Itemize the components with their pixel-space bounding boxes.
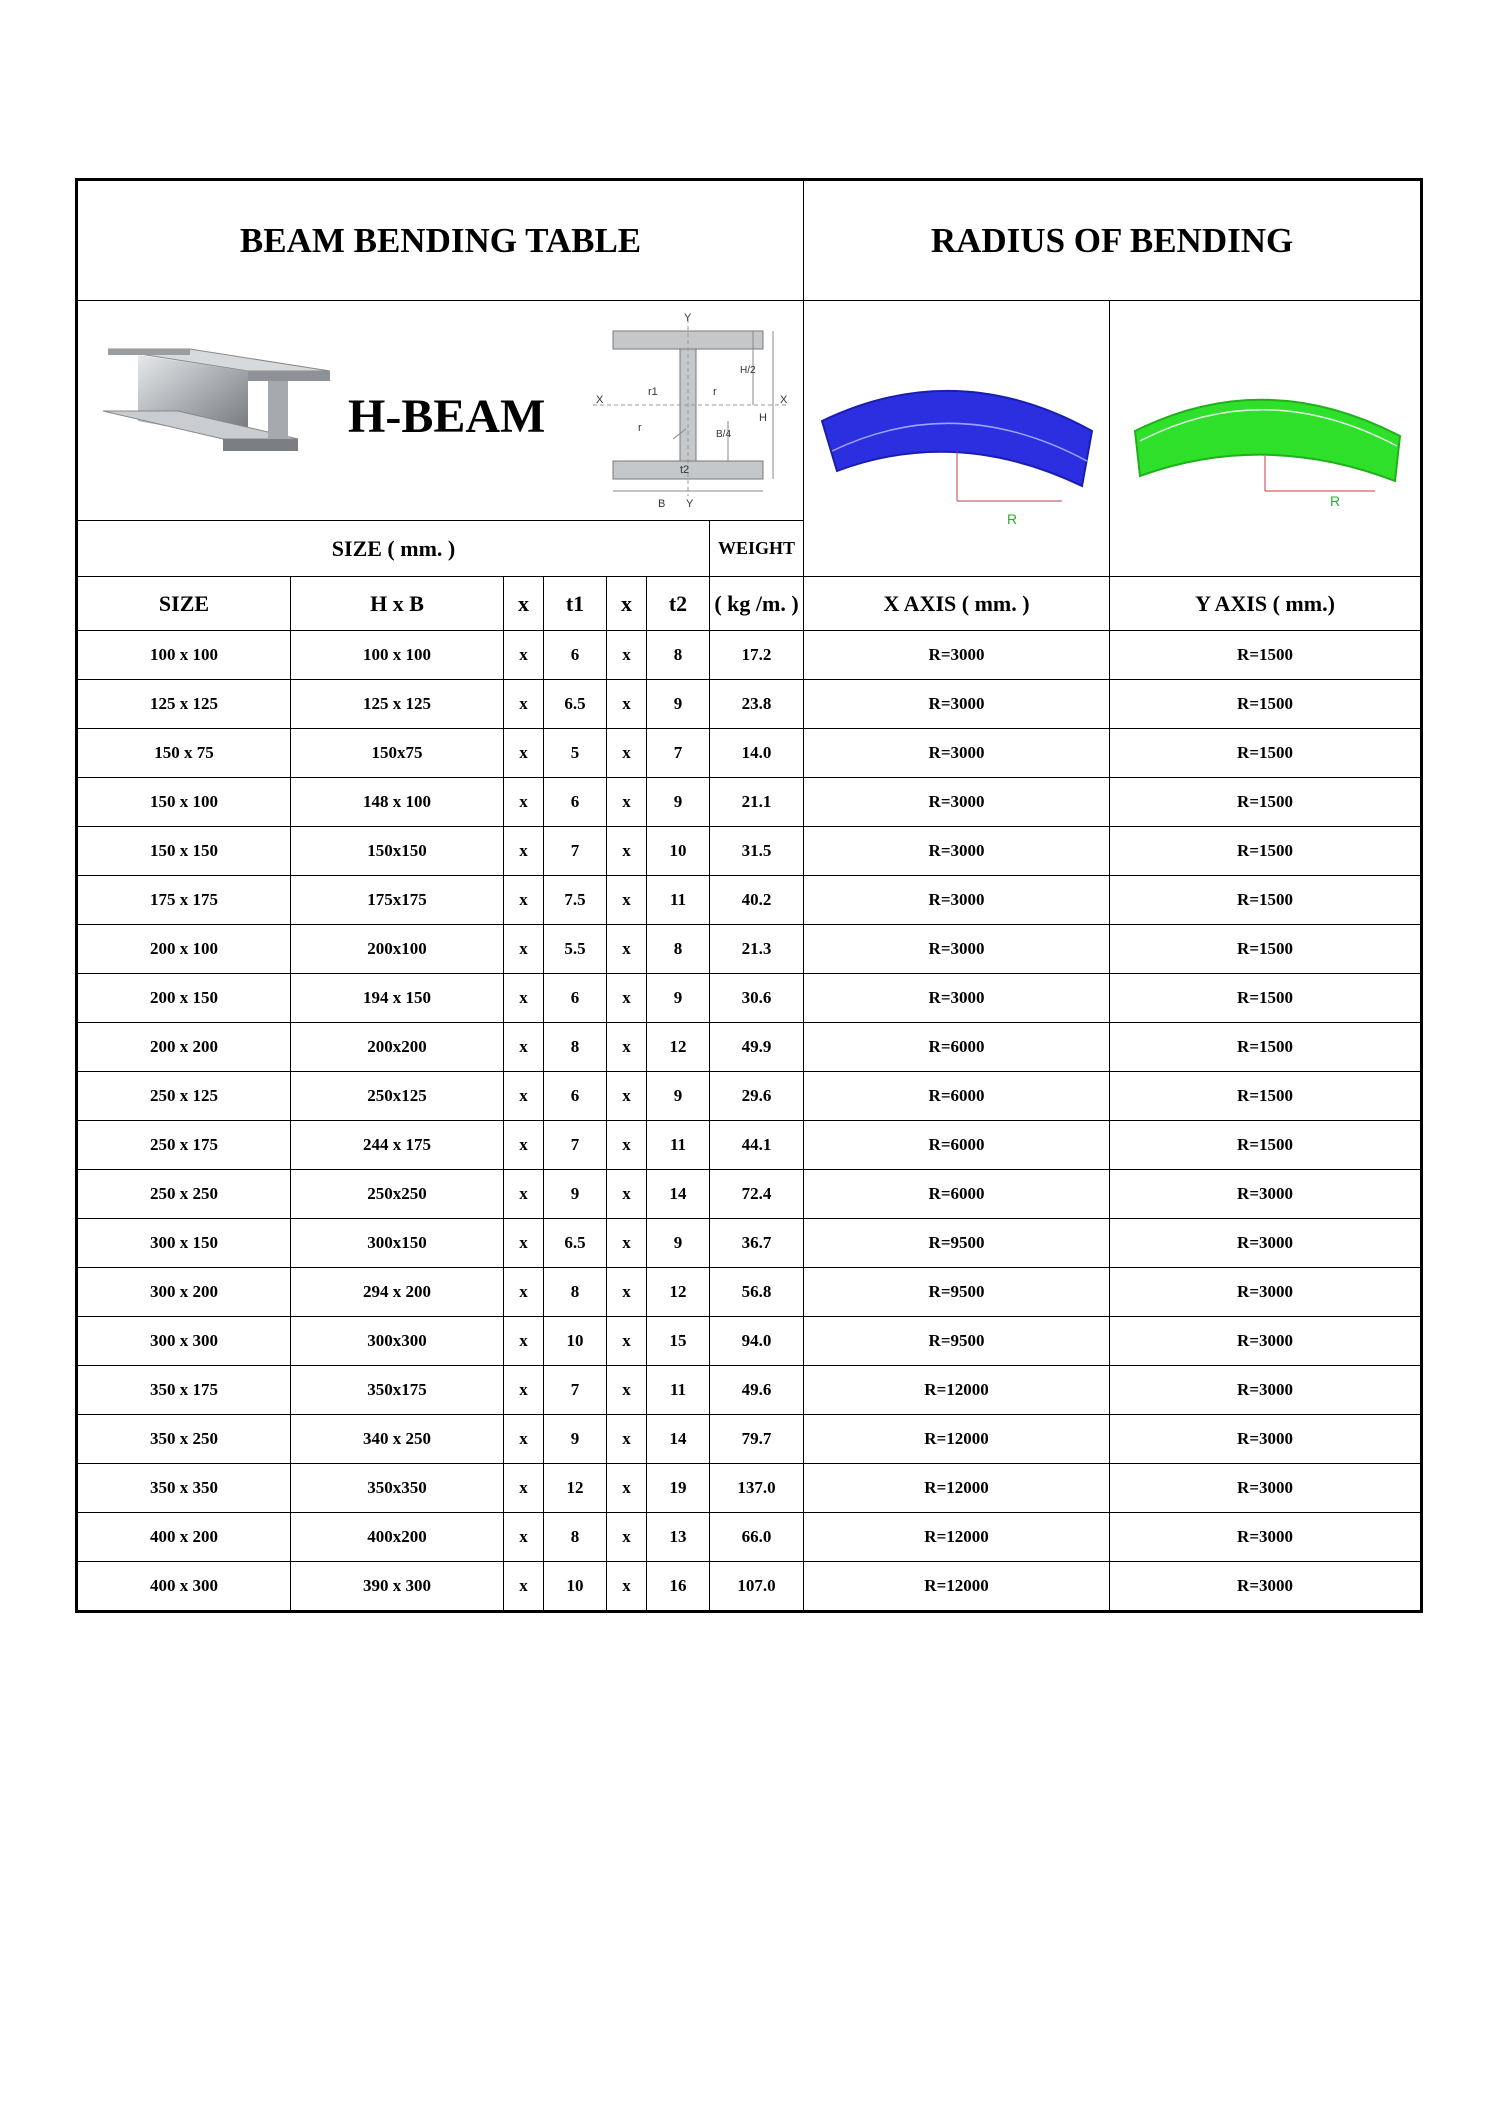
cell-x-axis: R=3000 <box>804 974 1110 1023</box>
size-group-header: SIZE ( mm. ) <box>77 521 710 577</box>
col-t2-header: t2 <box>647 577 710 631</box>
cell-size: 100 x 100 <box>77 631 291 680</box>
cell-y-axis: R=1500 <box>1110 680 1422 729</box>
cell-hxb: 294 x 200 <box>291 1268 504 1317</box>
cell-x2: x <box>607 876 647 925</box>
cell-hxb: 400x200 <box>291 1513 504 1562</box>
cell-y-axis: R=1500 <box>1110 876 1422 925</box>
cell-weight: 56.8 <box>710 1268 804 1317</box>
cell-y-axis: R=1500 <box>1110 974 1422 1023</box>
cell-hxb: 350x175 <box>291 1366 504 1415</box>
cell-x2: x <box>607 1464 647 1513</box>
table-row <box>77 631 1422 680</box>
cell-t2: 7 <box>647 729 710 778</box>
cell-x-axis: R=6000 <box>804 1121 1110 1170</box>
cell-x-axis: R=9500 <box>804 1268 1110 1317</box>
cell-x1: x <box>504 1121 544 1170</box>
table-row <box>77 680 1422 729</box>
cell-t1: 5.5 <box>544 925 607 974</box>
cell-weight: 40.2 <box>710 876 804 925</box>
y-axis-bend-drawing <box>1115 311 1415 561</box>
hbeam-illustration-cell <box>77 301 804 521</box>
diagram-label-r-left: r <box>638 422 642 434</box>
hbeam-label: H-BEAM <box>348 390 546 443</box>
cell-x1: x <box>504 1072 544 1121</box>
cell-weight: 29.6 <box>710 1072 804 1121</box>
table-row <box>77 729 1422 778</box>
cell-x1: x <box>504 1513 544 1562</box>
cell-x-axis: R=12000 <box>804 1464 1110 1513</box>
table-row <box>77 1366 1422 1415</box>
cell-t2: 12 <box>647 1268 710 1317</box>
col-x1-header: x <box>504 577 544 631</box>
cell-size: 200 x 150 <box>77 974 291 1023</box>
cell-weight: 36.7 <box>710 1219 804 1268</box>
cell-x1: x <box>504 1219 544 1268</box>
cell-hxb: 244 x 175 <box>291 1121 504 1170</box>
cell-x-axis: R=9500 <box>804 1317 1110 1366</box>
cell-weight: 23.8 <box>710 680 804 729</box>
cell-x2: x <box>607 1170 647 1219</box>
cell-weight: 94.0 <box>710 1317 804 1366</box>
cell-x1: x <box>504 1317 544 1366</box>
cell-x2: x <box>607 1268 647 1317</box>
cell-weight: 31.5 <box>710 827 804 876</box>
diagram-label-h-half: H/2 <box>740 365 756 376</box>
cell-size: 400 x 200 <box>77 1513 291 1562</box>
cell-t1: 9 <box>544 1170 607 1219</box>
table-row <box>77 1121 1422 1170</box>
table-row <box>77 1562 1422 1612</box>
cell-y-axis: R=1500 <box>1110 1023 1422 1072</box>
cell-t2: 9 <box>647 778 710 827</box>
cell-t1: 6 <box>544 974 607 1023</box>
cell-y-axis: R=1500 <box>1110 1072 1422 1121</box>
x-axis-bend-cell <box>804 301 1110 577</box>
cell-x2: x <box>607 631 647 680</box>
cell-weight: 137.0 <box>710 1464 804 1513</box>
x-bend-radius-label: R <box>1006 511 1017 527</box>
cell-x1: x <box>504 876 544 925</box>
cell-t2: 11 <box>647 876 710 925</box>
cell-hxb: 175x175 <box>291 876 504 925</box>
cell-x1: x <box>504 1023 544 1072</box>
cell-t1: 10 <box>544 1317 607 1366</box>
diagram-label-y-top: Y <box>684 312 692 324</box>
cell-x2: x <box>607 1415 647 1464</box>
cell-hxb: 340 x 250 <box>291 1415 504 1464</box>
cell-t2: 16 <box>647 1562 710 1612</box>
cell-hxb: 350x350 <box>291 1464 504 1513</box>
cell-y-axis: R=3000 <box>1110 1219 1422 1268</box>
cell-x1: x <box>504 827 544 876</box>
cell-x1: x <box>504 1366 544 1415</box>
hbeam-photo <box>98 341 338 481</box>
cell-x1: x <box>504 778 544 827</box>
cell-x1: x <box>504 680 544 729</box>
cell-x-axis: R=3000 <box>804 876 1110 925</box>
cell-weight: 44.1 <box>710 1121 804 1170</box>
cell-t1: 8 <box>544 1023 607 1072</box>
cell-hxb: 300x150 <box>291 1219 504 1268</box>
cell-t1: 8 <box>544 1513 607 1562</box>
table-row <box>77 974 1422 1023</box>
table-row <box>77 876 1422 925</box>
cell-size: 125 x 125 <box>77 680 291 729</box>
cell-x2: x <box>607 1366 647 1415</box>
cell-weight: 49.9 <box>710 1023 804 1072</box>
cell-x-axis: R=6000 <box>804 1170 1110 1219</box>
table-row <box>77 1219 1422 1268</box>
cell-hxb: 125 x 125 <box>291 680 504 729</box>
cell-hxb: 150x150 <box>291 827 504 876</box>
table-row <box>77 1023 1422 1072</box>
cell-hxb: 150x75 <box>291 729 504 778</box>
cell-t1: 7 <box>544 827 607 876</box>
cell-x2: x <box>607 1317 647 1366</box>
cell-size: 150 x 150 <box>77 827 291 876</box>
cell-x2: x <box>607 827 647 876</box>
table-row <box>77 1464 1422 1513</box>
cell-t1: 7 <box>544 1121 607 1170</box>
cell-x-axis: R=3000 <box>804 925 1110 974</box>
cell-size: 300 x 150 <box>77 1219 291 1268</box>
cell-x-axis: R=9500 <box>804 1219 1110 1268</box>
cell-x1: x <box>504 925 544 974</box>
cell-weight: 14.0 <box>710 729 804 778</box>
cell-x2: x <box>607 1072 647 1121</box>
cell-y-axis: R=1500 <box>1110 778 1422 827</box>
diagram-label-t2: t2 <box>680 464 690 476</box>
cell-x2: x <box>607 1513 647 1562</box>
cell-y-axis: R=1500 <box>1110 925 1422 974</box>
cell-x2: x <box>607 778 647 827</box>
cell-weight: 21.1 <box>710 778 804 827</box>
cell-x2: x <box>607 680 647 729</box>
cell-x1: x <box>504 1415 544 1464</box>
cell-t2: 13 <box>647 1513 710 1562</box>
cell-x-axis: R=6000 <box>804 1072 1110 1121</box>
cell-t2: 14 <box>647 1415 710 1464</box>
cell-size: 300 x 200 <box>77 1268 291 1317</box>
cell-size: 350 x 175 <box>77 1366 291 1415</box>
col-x-axis-header: X AXIS ( mm. ) <box>804 577 1110 631</box>
cell-weight: 72.4 <box>710 1170 804 1219</box>
cell-t1: 6.5 <box>544 680 607 729</box>
cell-x2: x <box>607 1219 647 1268</box>
cell-hxb: 148 x 100 <box>291 778 504 827</box>
cell-size: 150 x 100 <box>77 778 291 827</box>
col-x2-header: x <box>607 577 647 631</box>
cell-x-axis: R=3000 <box>804 631 1110 680</box>
table-row <box>77 778 1422 827</box>
cell-y-axis: R=3000 <box>1110 1464 1422 1513</box>
cell-x-axis: R=3000 <box>804 827 1110 876</box>
cell-y-axis: R=3000 <box>1110 1366 1422 1415</box>
table-row <box>77 925 1422 974</box>
cell-t1: 6 <box>544 631 607 680</box>
cell-hxb: 250x250 <box>291 1170 504 1219</box>
cell-x2: x <box>607 1121 647 1170</box>
table-body <box>77 631 1422 1612</box>
cell-weight: 79.7 <box>710 1415 804 1464</box>
cell-hxb: 200x200 <box>291 1023 504 1072</box>
diagram-label-x-left: X <box>596 394 604 406</box>
col-t1-header: t1 <box>544 577 607 631</box>
cell-hxb: 300x300 <box>291 1317 504 1366</box>
cell-t1: 10 <box>544 1562 607 1612</box>
cell-y-axis: R=3000 <box>1110 1317 1422 1366</box>
table-row <box>77 1072 1422 1121</box>
y-axis-bend-cell <box>1110 301 1422 577</box>
cell-size: 200 x 200 <box>77 1023 291 1072</box>
diagram-label-b: B <box>658 498 666 510</box>
cell-x2: x <box>607 925 647 974</box>
cell-size: 250 x 250 <box>77 1170 291 1219</box>
cell-y-axis: R=1500 <box>1110 729 1422 778</box>
cell-y-axis: R=1500 <box>1110 1121 1422 1170</box>
diagram-label-x-right: X <box>780 394 788 406</box>
cell-size: 350 x 250 <box>77 1415 291 1464</box>
cell-t2: 9 <box>647 1219 710 1268</box>
cell-t2: 15 <box>647 1317 710 1366</box>
table-row <box>77 827 1422 876</box>
cell-x1: x <box>504 1464 544 1513</box>
y-bend-radius-label: R <box>1330 493 1341 509</box>
cell-t2: 9 <box>647 680 710 729</box>
cell-weight: 49.6 <box>710 1366 804 1415</box>
cell-weight: 66.0 <box>710 1513 804 1562</box>
cell-size: 250 x 175 <box>77 1121 291 1170</box>
cell-y-axis: R=1500 <box>1110 631 1422 680</box>
cell-t2: 19 <box>647 1464 710 1513</box>
cell-x-axis: R=12000 <box>804 1366 1110 1415</box>
cell-x1: x <box>504 1170 544 1219</box>
col-hxb-header: H x B <box>291 577 504 631</box>
cell-size: 200 x 100 <box>77 925 291 974</box>
cell-x1: x <box>504 631 544 680</box>
cell-size: 150 x 75 <box>77 729 291 778</box>
cell-x-axis: R=3000 <box>804 729 1110 778</box>
cell-y-axis: R=3000 <box>1110 1562 1422 1612</box>
cell-size: 300 x 300 <box>77 1317 291 1366</box>
cell-t1: 12 <box>544 1464 607 1513</box>
cell-hxb: 250x125 <box>291 1072 504 1121</box>
cell-x2: x <box>607 729 647 778</box>
cell-size: 400 x 300 <box>77 1562 291 1612</box>
table-row <box>77 1317 1422 1366</box>
table-row <box>77 1415 1422 1464</box>
cell-y-axis: R=1500 <box>1110 827 1422 876</box>
cell-x1: x <box>504 729 544 778</box>
hbeam-section-drawing <box>588 311 798 511</box>
cell-x-axis: R=6000 <box>804 1023 1110 1072</box>
cell-size: 175 x 175 <box>77 876 291 925</box>
diagram-label-h: H <box>759 412 767 424</box>
cell-t2: 12 <box>647 1023 710 1072</box>
beam-bending-sheet <box>75 178 1420 1613</box>
cell-weight: 30.6 <box>710 974 804 1023</box>
cell-t1: 7 <box>544 1366 607 1415</box>
beam-table <box>75 178 1423 1613</box>
cell-t1: 6.5 <box>544 1219 607 1268</box>
cell-t1: 7.5 <box>544 876 607 925</box>
diagram-label-r1: r1 <box>648 386 658 398</box>
cell-t2: 9 <box>647 974 710 1023</box>
cell-y-axis: R=3000 <box>1110 1415 1422 1464</box>
col-size-header: SIZE <box>77 577 291 631</box>
cell-y-axis: R=3000 <box>1110 1513 1422 1562</box>
col-weight-header: ( kg /m. ) <box>710 577 804 631</box>
cell-x1: x <box>504 974 544 1023</box>
table-row <box>77 1170 1422 1219</box>
cell-t1: 6 <box>544 778 607 827</box>
cell-x2: x <box>607 974 647 1023</box>
cell-t2: 11 <box>647 1366 710 1415</box>
cell-t2: 9 <box>647 1072 710 1121</box>
cell-hxb: 200x100 <box>291 925 504 974</box>
radius-title: RADIUS OF BENDING <box>804 180 1422 301</box>
cell-t2: 8 <box>647 925 710 974</box>
weight-group-header: WEIGHT <box>710 521 804 577</box>
cell-t1: 9 <box>544 1415 607 1464</box>
cell-x2: x <box>607 1562 647 1612</box>
cell-weight: 21.3 <box>710 925 804 974</box>
cell-x-axis: R=3000 <box>804 680 1110 729</box>
cell-x1: x <box>504 1562 544 1612</box>
cell-t1: 6 <box>544 1072 607 1121</box>
cell-t2: 8 <box>647 631 710 680</box>
cell-x-axis: R=12000 <box>804 1415 1110 1464</box>
cell-x-axis: R=12000 <box>804 1562 1110 1612</box>
cell-x-axis: R=12000 <box>804 1513 1110 1562</box>
cell-hxb: 390 x 300 <box>291 1562 504 1612</box>
cell-x2: x <box>607 1023 647 1072</box>
cell-size: 250 x 125 <box>77 1072 291 1121</box>
diagram-label-y-bottom: Y <box>686 498 694 510</box>
cell-hxb: 194 x 150 <box>291 974 504 1023</box>
diagram-label-b-half: B/4 <box>716 429 732 440</box>
cell-t1: 5 <box>544 729 607 778</box>
cell-y-axis: R=3000 <box>1110 1268 1422 1317</box>
cell-x-axis: R=3000 <box>804 778 1110 827</box>
diagram-label-r: r <box>713 386 717 398</box>
table-row <box>77 1268 1422 1317</box>
cell-y-axis: R=3000 <box>1110 1170 1422 1219</box>
cell-x1: x <box>504 1268 544 1317</box>
table-title: BEAM BENDING TABLE <box>77 180 804 301</box>
cell-t1: 8 <box>544 1268 607 1317</box>
col-y-axis-header: Y AXIS ( mm.) <box>1110 577 1422 631</box>
cell-size: 350 x 350 <box>77 1464 291 1513</box>
cell-t2: 10 <box>647 827 710 876</box>
x-axis-bend-drawing <box>807 311 1107 561</box>
cell-t2: 14 <box>647 1170 710 1219</box>
cell-weight: 17.2 <box>710 631 804 680</box>
cell-t2: 11 <box>647 1121 710 1170</box>
cell-weight: 107.0 <box>710 1562 804 1612</box>
table-row <box>77 1513 1422 1562</box>
cell-hxb: 100 x 100 <box>291 631 504 680</box>
